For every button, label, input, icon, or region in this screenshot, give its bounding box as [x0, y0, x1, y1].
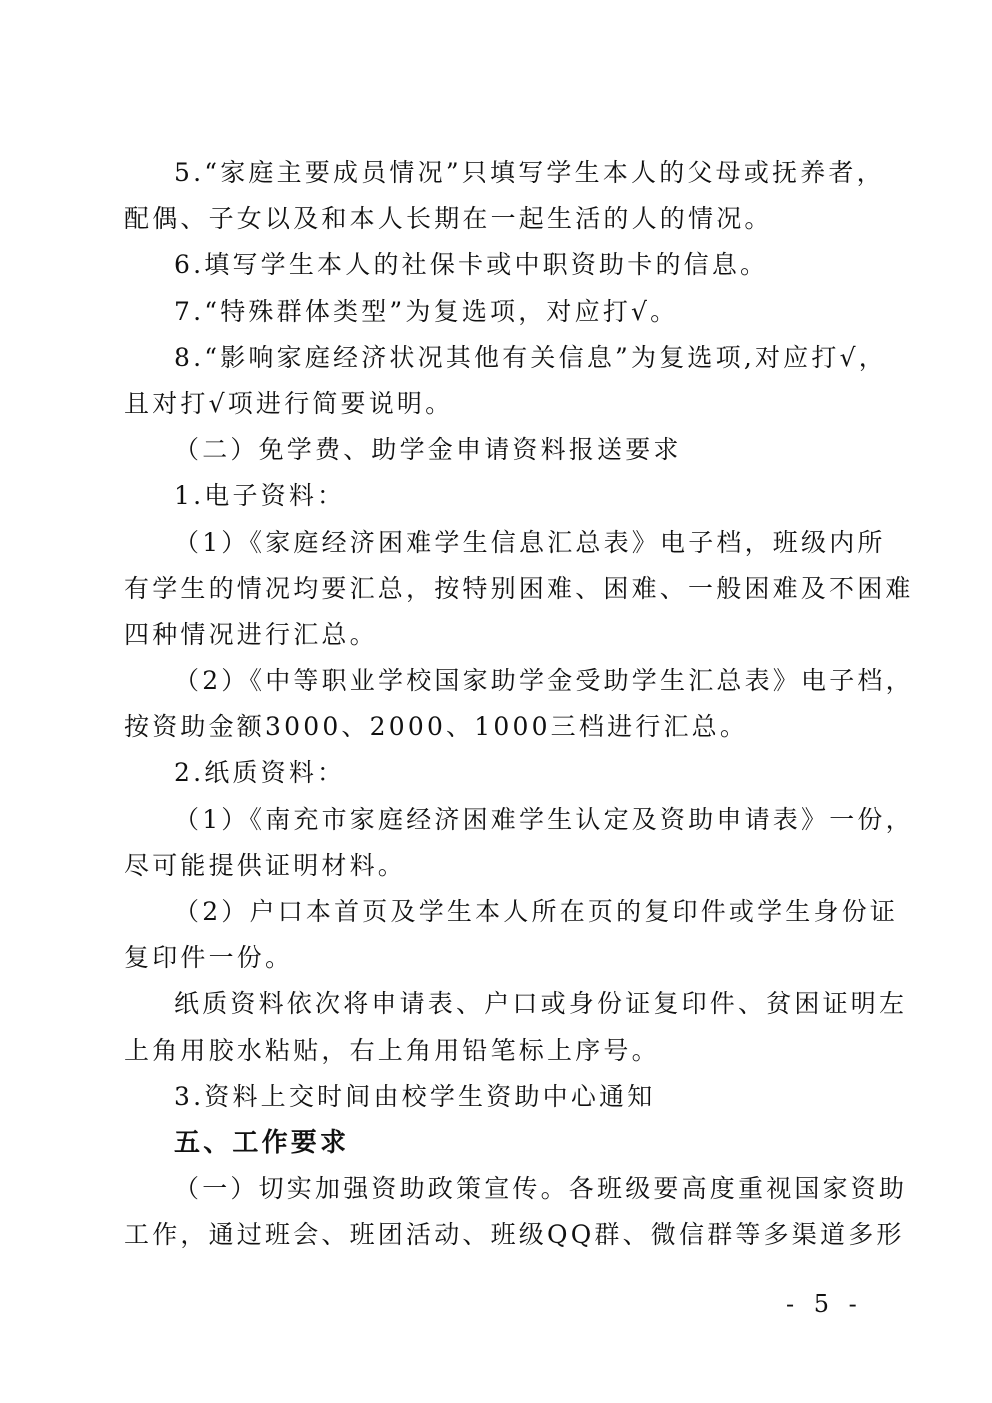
work-requirement-1-line-2: 工作，通过班会、班团活动、班级QQ群、微信群等多渠道多形	[124, 1220, 905, 1250]
paragraph-item-5-line-1: 5.“家庭主要成员情况”只填写学生本人的父母或抚养者，	[174, 158, 885, 187]
paper-order-note-line-2: 上角用胶水粘贴，右上角用铅笔标上序号。	[124, 1035, 660, 1065]
electronic-item-1-line-3: 四种情况进行汇总。	[124, 619, 378, 649]
paragraph-item-8-line-2: 且对打√项进行简要说明。	[124, 388, 454, 418]
subheading-electronic-materials: 1.电子资料：	[174, 481, 346, 511]
paper-order-note-line-1: 纸质资料依次将申请表、户口或身份证复印件、贫困证明左	[174, 989, 908, 1019]
electronic-item-2-line-2: 按资助金额3000、2000、1000三档进行汇总。	[124, 712, 749, 742]
paragraph-item-8-line-1: 8.“影响家庭经济状况其他有关信息”为复选项,对应打√，	[174, 342, 887, 372]
submission-time-note: 3.资料上交时间由校学生资助中心通知	[174, 1081, 656, 1111]
paper-item-2-line-2: 复印件一份。	[124, 943, 294, 973]
paragraph-item-5-line-2: 配偶、子女以及和本人长期在一起生活的人的情况。	[124, 204, 773, 234]
paragraph-item-7: 7.“特殊群体类型”为复选项，对应打√。	[174, 296, 679, 326]
electronic-item-1-line-2: 有学生的情况均要汇总，按特别困难、困难、一般困难及不困难	[124, 573, 914, 603]
paragraph-item-6: 6.填写学生本人的社保卡或中职资助卡的信息。	[174, 250, 769, 280]
paper-item-1-line-1: （1）《南充市家庭经济困难学生认定及资助申请表》一份，	[174, 804, 914, 834]
electronic-item-2-line-1: （2）《中等职业学校国家助学金受助学生汇总表》电子档，	[174, 666, 914, 696]
subheading-paper-materials: 2.纸质资料：	[174, 758, 346, 788]
paper-item-2-line-1: （2）户口本首页及学生本人所在页的复印件或学生身份证	[174, 897, 899, 926]
electronic-item-1-line-1: （1）《家庭经济困难学生信息汇总表》电子档，班级内所	[174, 527, 886, 557]
document-body	[124, 150, 914, 1259]
section-heading-work-requirements: 五、工作要求	[174, 1127, 350, 1158]
page-number: - 5 -	[786, 1290, 863, 1318]
paper-item-1-line-2: 尽可能提供证明材料。	[124, 850, 407, 880]
section-heading-application-materials: （二）免学费、助学金申请资料报送要求	[174, 435, 682, 465]
work-requirement-1-line-1: （一）切实加强资助政策宣传。各班级要高度重视国家资助	[174, 1174, 908, 1204]
